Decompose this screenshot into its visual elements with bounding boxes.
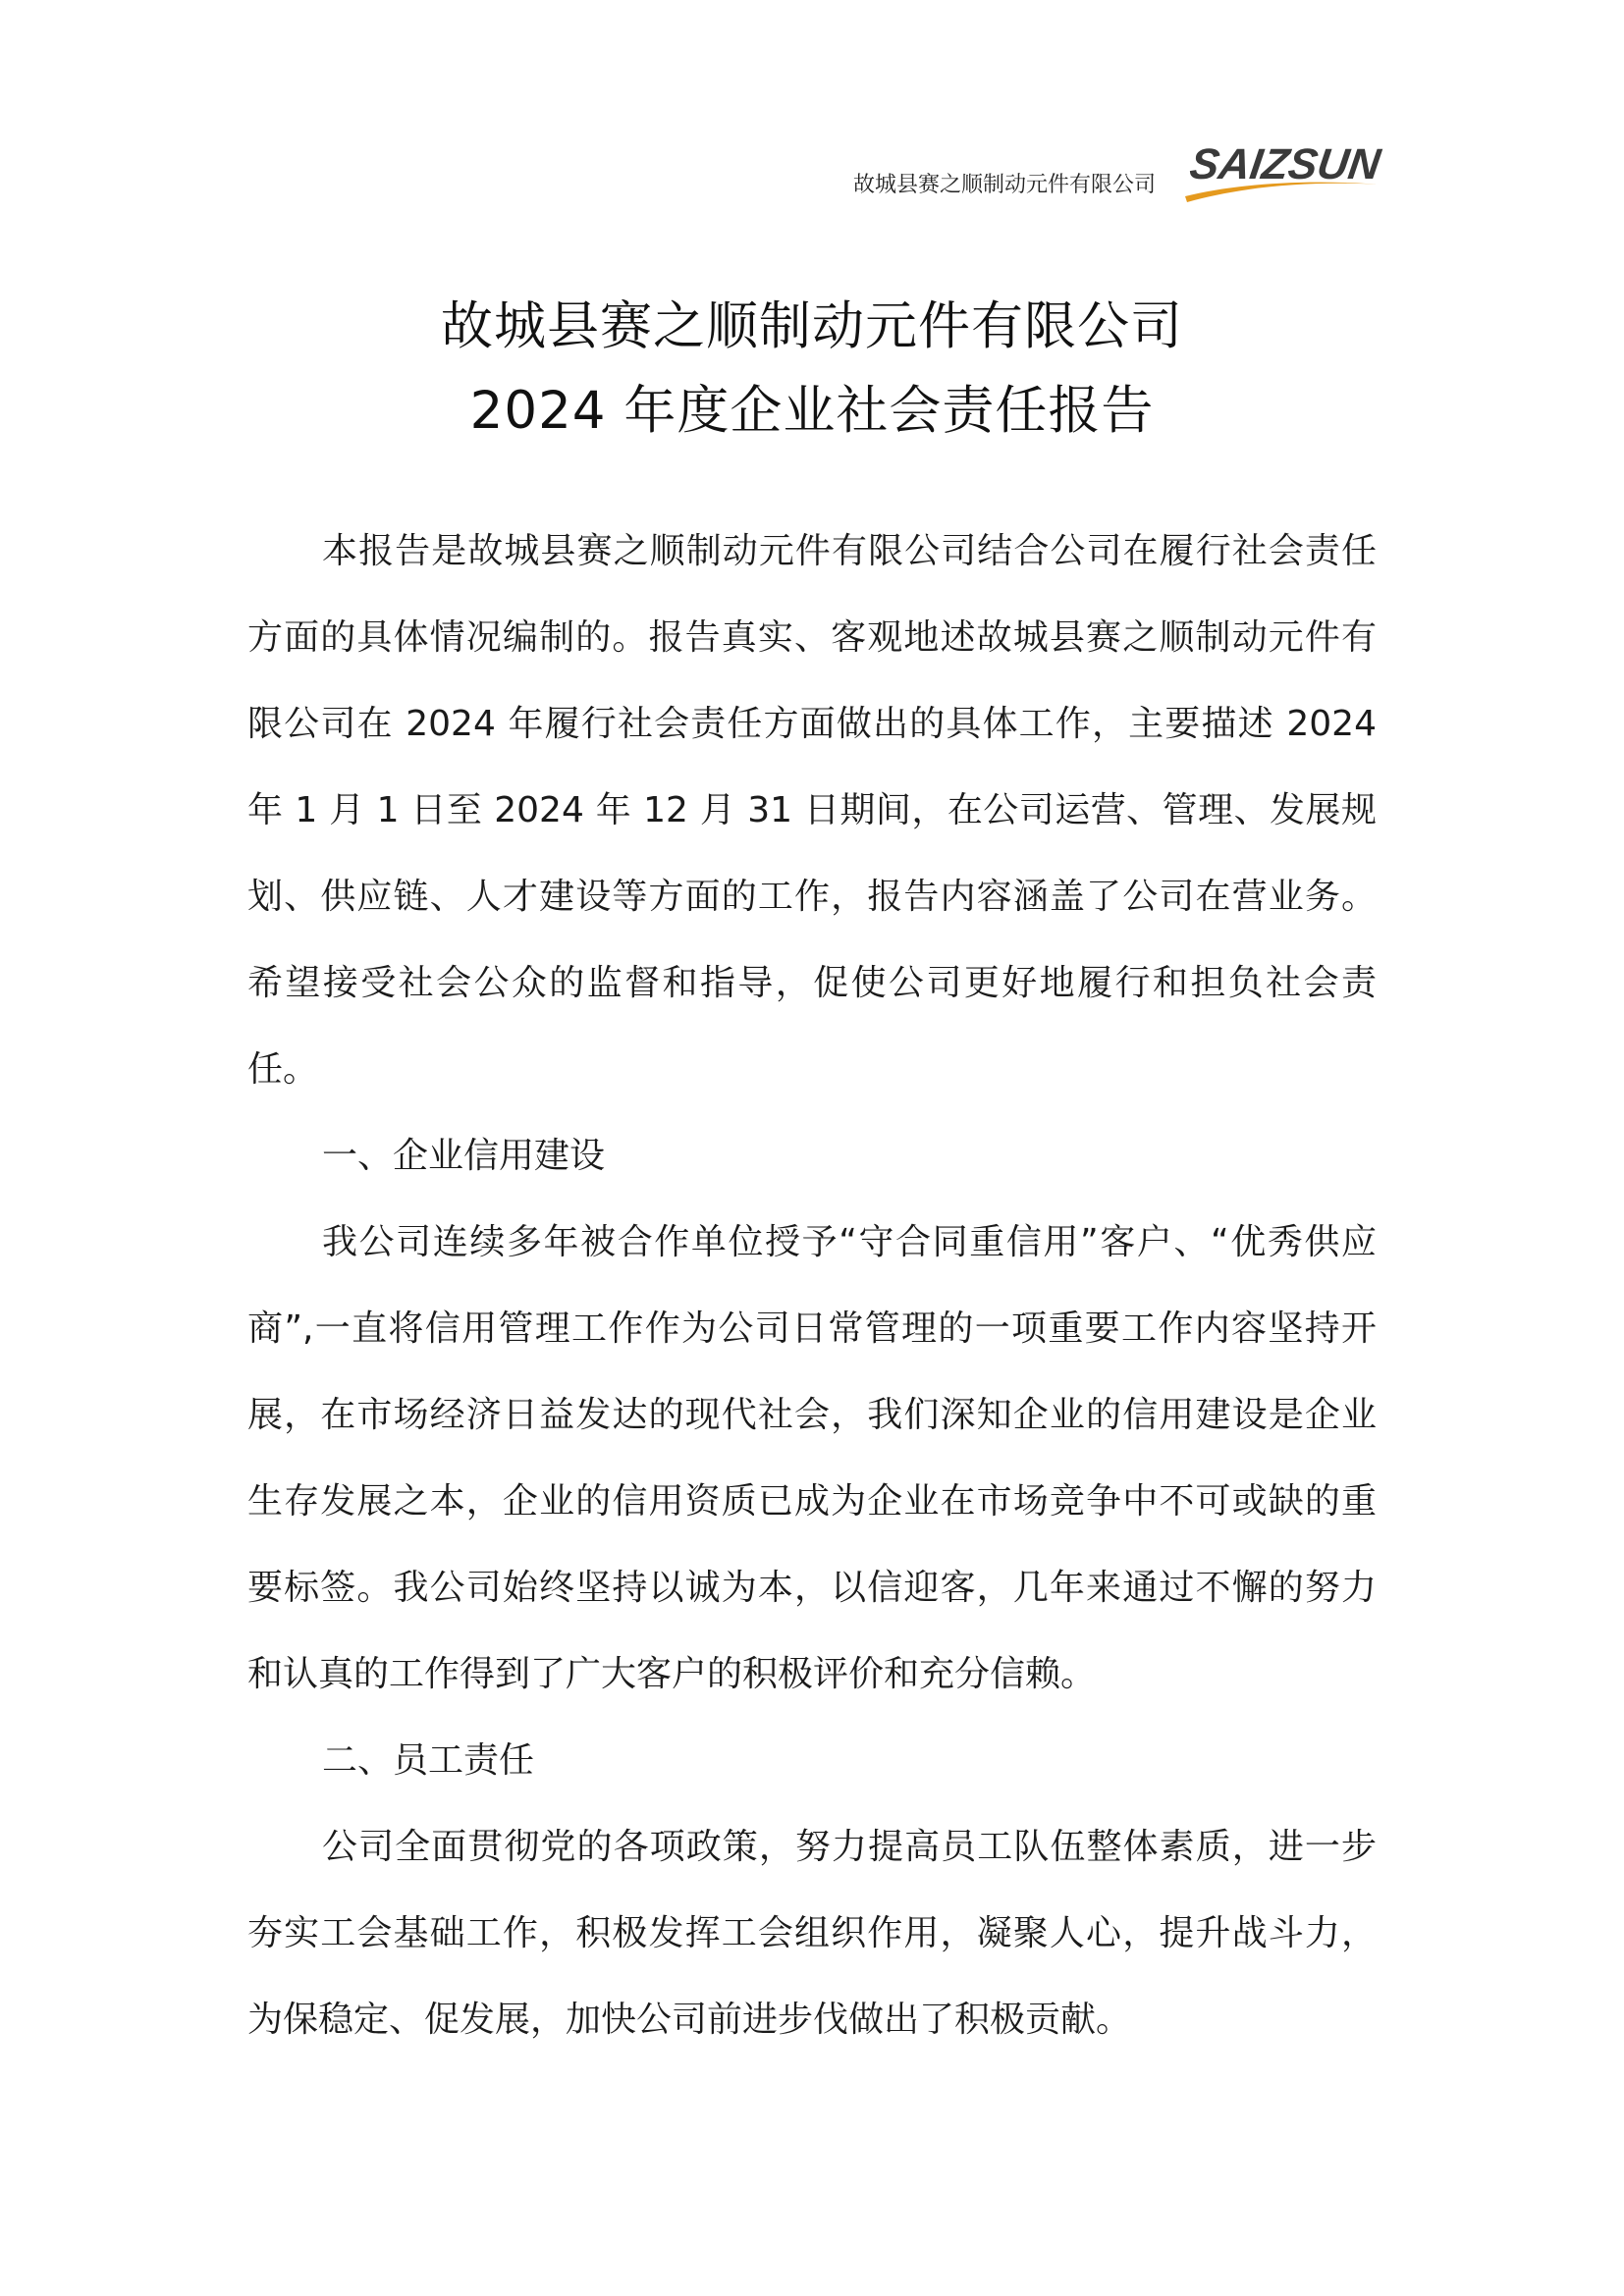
svg-text:SAIZSUN: SAIZSUN [1186, 140, 1383, 188]
section-paragraph: 我公司连续多年被合作单位授予“守合同重信用”客户、“优秀供应商”,一直将信用管理工作作为公司日常管理的一项重要工作内容坚持开展，在市场经济日益发达的现代社会，我们深知企业的信用建设是企业生存发展之本，企业的信用资质已成为企业在市场竞争中不可或缺的重要标签。我公司始终坚持以诚为本，以信迎客，几年来通过不懈的努力和认真的工作得到了广大客户的积极评价和充分信赖。 [247, 1222, 1377, 1694]
title-line-1: 故城县赛之顺制动元件有限公司 [441, 296, 1183, 356]
report-title [0, 285, 1624, 454]
page-header [853, 128, 1393, 216]
intro-paragraph: 本报告是故城县赛之顺制动元件有限公司结合公司在履行社会责任方面的具体情况编制的。报告真实、客观地述故城县赛之顺制动元件有限公司在 2024 年履行社会责任方面做出的具体工作，主要描述 2024 年 1 月 1 日至 2024 年 12 月 31 日期间，在公司运营、管理、发展规划、供应链、人才建设等方面的工作，报告内容涵盖了公司在营业务。希望接受社会公众的监督和指导，促使公司更好地履行和担负社会责任。 [247, 531, 1377, 1090]
section-paragraph: 公司全面贯彻党的各项政策，努力提高员工队伍整体素质，进一步夯实工会基础工作，积极发挥工会组织作用，凝聚人心，提升战斗力，为保稳定、促发展，加快公司前进步伐做出了积极贡献。 [247, 1827, 1377, 2040]
header-company-name: 故城县赛之顺制动元件有限公司 [852, 172, 1156, 197]
title-line-2: 2024 年度企业社会责任报告 [469, 381, 1155, 441]
section-heading: 一、企业信用建设 [322, 1136, 606, 1176]
report-body [247, 508, 1377, 2063]
section-heading: 二、员工责任 [322, 1740, 535, 1781]
saizsun-logo [1173, 132, 1393, 212]
